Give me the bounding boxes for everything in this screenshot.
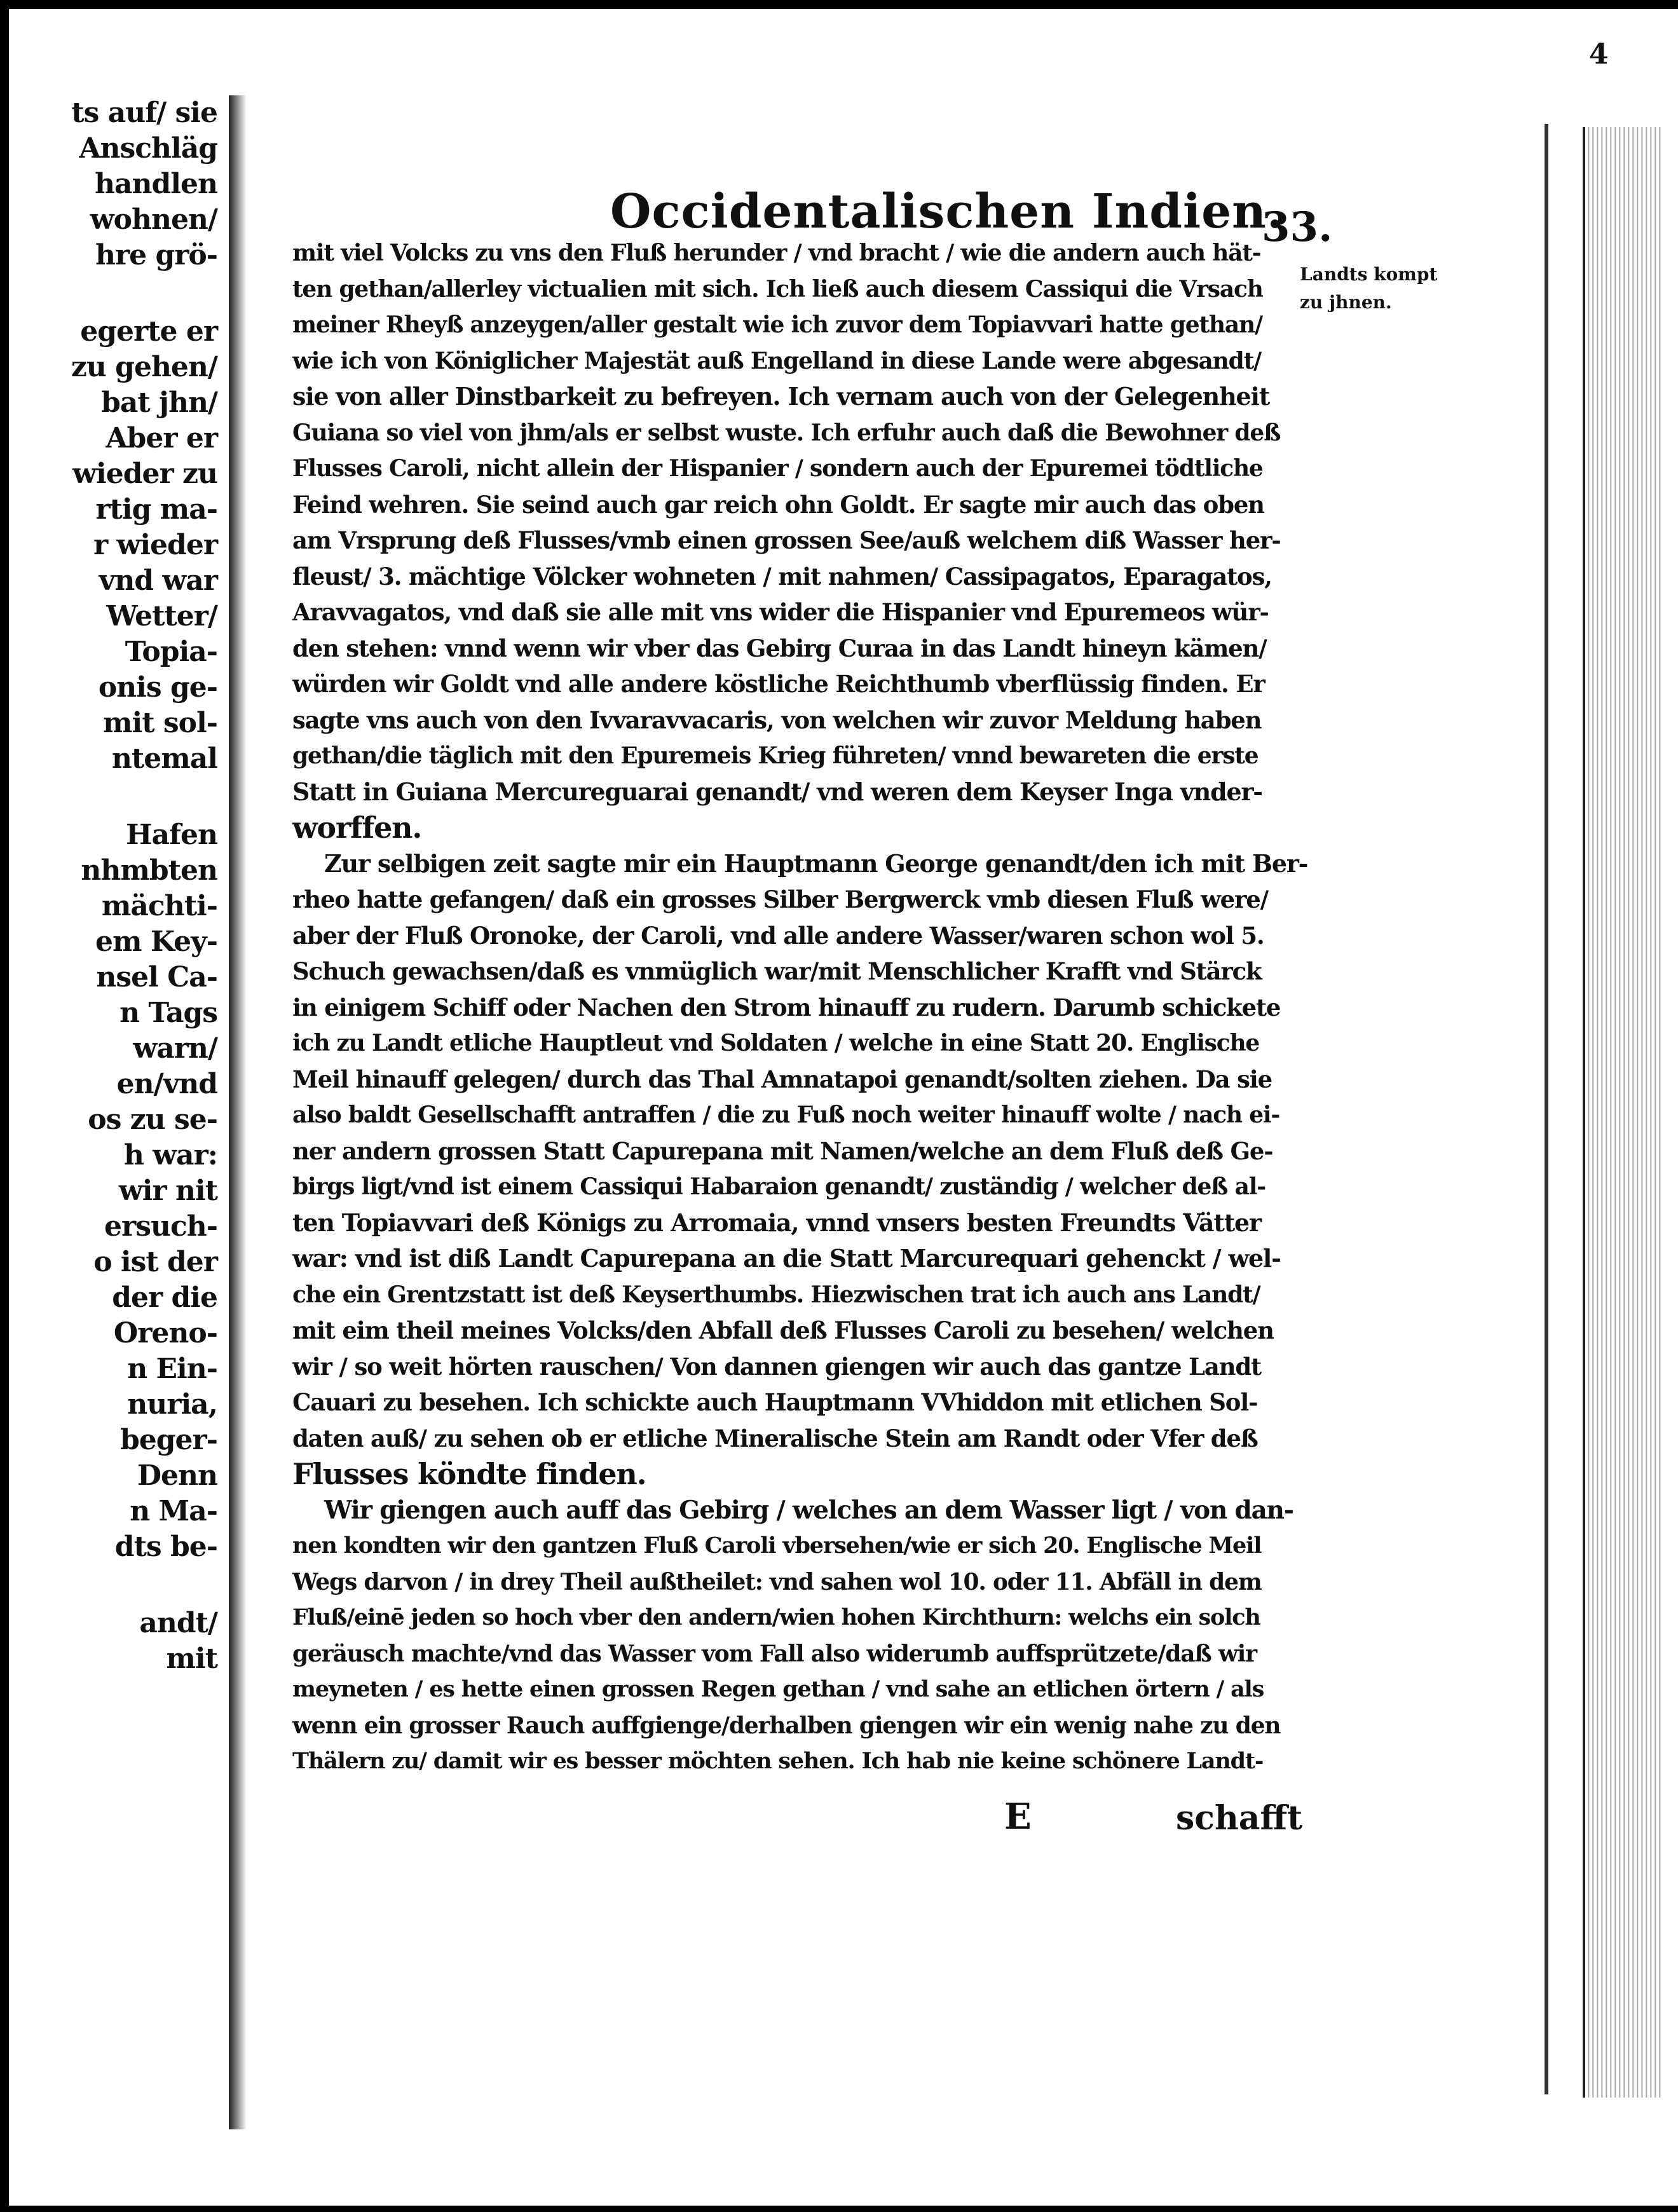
left-page-line: ersuch- — [104, 1210, 217, 1243]
body-line: Aravvagatos, vnd daß sie alle mit vns wider die Hispanier vnd Epuremeos wür- — [292, 598, 1269, 626]
left-page-line: nuria, — [127, 1388, 217, 1421]
body-line: Schuch gewachsen/daß es vnmüglich war/mit Menschlicher Krafft vnd Stärck — [292, 957, 1262, 985]
left-page-line: h war: — [123, 1139, 217, 1171]
left-page-line: andt/ — [139, 1607, 217, 1639]
left-page-line: wohnen/ — [90, 203, 217, 236]
body-line: Flusses Caroli, nicht allein der Hispanier / sondern auch der Epuremei tödtliche — [292, 455, 1263, 482]
left-page-line: mit sol- — [102, 707, 217, 739]
main-page — [254, 146, 1564, 2117]
left-page-line: Topia- — [125, 636, 217, 668]
body-line: meiner Rheyß anzeygen/aller gestalt wie ich zuvor dem Topiavvari hatte gethan/ — [292, 311, 1262, 338]
body-line: Statt in Guiana Mercureguarai genandt/ vnd weren dem Keyser Inga vnder- — [292, 777, 1262, 806]
body-line: den stehen: vnnd wenn wir vber das Gebirg Curaa in das Landt hineyn kämen/ — [292, 634, 1267, 662]
body-line: wenn ein grosser Rauch auffgienge/derhalben giengen wir ein wenig nahe zu den — [292, 1712, 1281, 1739]
body-line: gethan/die täglich mit den Epuremeis Krieg führeten/ vnnd bewareten die erste — [292, 742, 1258, 769]
body-line: rheo hatte gefangen/ daß ein grosses Silber Bergwerck vmb diesen Fluß were/ — [292, 885, 1268, 913]
body-line: Wegs darvon / in drey Theil außtheilet: vnd sahen wol 10. oder 11. Abfäll in dem — [292, 1568, 1262, 1595]
marginal-note — [1300, 261, 1437, 317]
body-line: mit eim theil meines Volcks/den Abfall deß Flusses Caroli zu besehen/ welchen — [292, 1316, 1274, 1344]
left-page-line: Aber er — [106, 422, 217, 454]
body-line: Fluß/einē jeden so hoch vber den andern/wien hohen Kirchthurn: welchs ein solch — [292, 1604, 1260, 1630]
previous-page-fragment — [9, 95, 233, 2091]
scan-border-top — [0, 0, 1678, 9]
body-line: Guiana so viel von jhm/als er selbst wuste. Ich erfuhr auch daß die Bewohner deß — [292, 419, 1281, 446]
body-line: Wir giengen auch auff das Gebirg / welches an dem Wasser ligt / von dan- — [324, 1495, 1293, 1525]
book-gutter — [229, 95, 247, 2129]
left-page-line: Anschläg — [79, 132, 217, 165]
body-line: nen kondten wir den gantzen Fluß Caroli vbersehen/wie er sich 20. Englische Meil — [292, 1533, 1262, 1559]
corner-mark: 4 — [1589, 38, 1609, 71]
body-line: daten auß/ zu sehen ob er etliche Mineralische Stein am Randt oder Vfer deß — [292, 1424, 1258, 1452]
left-page-line: wieder zu — [72, 458, 217, 490]
scan-border-bottom — [0, 2206, 1678, 2212]
left-page-line: der die — [112, 1281, 217, 1314]
body-line: aber der Fluß Oronoke, der Caroli, vnd alle andere Wasser/waren schon wol 5. — [292, 921, 1264, 950]
body-line: birgs ligt/vnd ist einem Cassiqui Habaraion genandt/ zuständig / welcher deß al- — [292, 1173, 1265, 1200]
body-line: ner andern grossen Statt Capurepana mit Namen/welche an dem Fluß deß Ge- — [292, 1137, 1273, 1165]
left-page-line: egerte er — [80, 315, 217, 348]
left-page-line: warn/ — [133, 1032, 217, 1065]
left-page-line: zu gehen/ — [71, 351, 217, 383]
body-line: sie von aller Dinstbarkeit zu befreyen. Ich vernam auch von der Gelegenheit — [292, 382, 1270, 411]
body-line: mit viel Volcks zu vns den Fluß herunder / vnd bracht / wie die andern auch hät- — [292, 240, 1261, 266]
left-page-line: r wieder — [93, 529, 217, 561]
left-page-line: mit — [166, 1642, 217, 1675]
left-page-line: em Key- — [95, 925, 217, 958]
body-line: Feind wehren. Sie seind auch gar reich ohn Goldt. Er sagte mir auch das oben — [292, 490, 1264, 519]
left-page-line: vnd war — [99, 564, 217, 597]
body-line: worffen. — [292, 810, 422, 845]
body-line: meyneten / es hette einen grossen Regen gethan / vnd sahe an etlichen örtern / als — [292, 1676, 1264, 1702]
left-page-line: nsel Ca- — [96, 961, 217, 993]
body-line: ten Topiavvari deß Königs zu Arromaia, vnnd vnsers besten Freundts Vätter — [292, 1208, 1261, 1237]
body-line: sagte vns auch von den Ivvaravvacaris, von welchen wir zuvor Meldung haben — [292, 706, 1262, 734]
body-line: am Vrsprung deß Flusses/vmb einen grossen See/auß welchem diß Wasser her- — [292, 526, 1281, 554]
body-line: ten gethan/allerley victualien mit sich. Ich ließ auch diesem Cassiqui die Vrsach — [292, 275, 1263, 303]
left-page-line: o ist der — [93, 1246, 217, 1278]
catchword: schafft — [1176, 1799, 1303, 1838]
body-line: wie ich von Königlicher Majestät auß Engelland in diese Lande were abgesandt/ — [292, 347, 1261, 374]
left-page-line: hre grö- — [95, 239, 217, 271]
left-page-line: os zu se- — [88, 1103, 217, 1136]
running-head: Occidentalischen Indien. — [610, 184, 1284, 239]
left-page-line: n Tags — [119, 997, 217, 1029]
body-line: Flusses köndte finden. — [292, 1457, 646, 1491]
body-line: Cauari zu besehen. Ich schickte auch Hauptmann VVhiddon mit etlichen Sol- — [292, 1388, 1258, 1416]
left-page-line: n Ein- — [127, 1353, 217, 1385]
body-line: in einigem Schiff oder Nachen den Strom hinauff zu rudern. Darumb schickete — [292, 993, 1281, 1021]
body-line: wir / so weit hörten rauschen/ Von dannen giengen wir auch das gantze Landt — [292, 1352, 1261, 1381]
left-page-line: wir nit — [118, 1175, 217, 1207]
left-page-line: bat jhn/ — [101, 386, 217, 419]
body-line: geräusch machte/vnd das Wasser vom Fall also widerumb auffsprützete/daß wir — [292, 1640, 1257, 1667]
left-page-line: Hafen — [126, 819, 217, 851]
left-page-line: Oreno- — [113, 1317, 217, 1349]
left-page-line: ts auf/ sie — [71, 97, 217, 129]
left-page-line: Denn — [137, 1459, 217, 1492]
marginal-note-line: Landts kompt — [1300, 264, 1438, 285]
left-page-line: rtig ma- — [95, 493, 217, 526]
marginal-note-line: zu jhnen. — [1300, 292, 1392, 313]
page-stack-edges — [1583, 127, 1661, 2098]
left-page-line: handlen — [95, 168, 217, 200]
body-line: würden wir Goldt vnd alle andere köstliche Reichthumb vberflüssig finden. Er — [292, 670, 1265, 698]
body-line: Thälern zu/ damit wir es besser möchten sehen. Ich hab nie keine schönere Landt- — [292, 1748, 1264, 1774]
left-page-line: mächti- — [101, 890, 217, 922]
left-page-line: n Ma- — [130, 1495, 217, 1527]
page-number: 33. — [1262, 203, 1333, 251]
left-page-line: beger- — [120, 1424, 217, 1456]
body-line: war: vnd ist diß Landt Capurepana an die Statt Marcurequari gehenckt / wel- — [292, 1244, 1281, 1273]
left-page-line: onis ge- — [98, 671, 217, 704]
body-line: ich zu Landt etliche Hauptleut vnd Soldaten / welche in eine Statt 20. Englische — [292, 1030, 1260, 1056]
scan-border-left — [0, 0, 9, 2212]
left-page-line: dts be- — [114, 1531, 217, 1563]
body-line: also baldt Gesellschafft antraffen / die zu Fuß noch weiter hinauff wolte / nach ei- — [292, 1102, 1280, 1128]
left-page-line: ntemal — [111, 742, 217, 775]
body-line: che ein Grentzstatt ist deß Keyserthumbs. Hiezwischen trat ich auch ans Landt/ — [292, 1281, 1260, 1308]
signature-mark: E — [1004, 1796, 1032, 1838]
body-line: fleust/ 3. mächtige Völcker wohneten / mit nahmen/ Cassipagatos, Eparagatos, — [292, 562, 1272, 591]
left-page-line: Wetter/ — [106, 600, 217, 632]
body-line: Zur selbigen zeit sagte mir ein Hauptmann George genandt/den ich mit Ber- — [324, 849, 1308, 878]
left-page-line: en/vnd — [116, 1068, 217, 1100]
left-page-line: nhmbten — [81, 854, 217, 887]
body-line: Meil hinauff gelegen/ durch das Thal Amnatapoi genandt/solten ziehen. Da sie — [292, 1065, 1272, 1093]
